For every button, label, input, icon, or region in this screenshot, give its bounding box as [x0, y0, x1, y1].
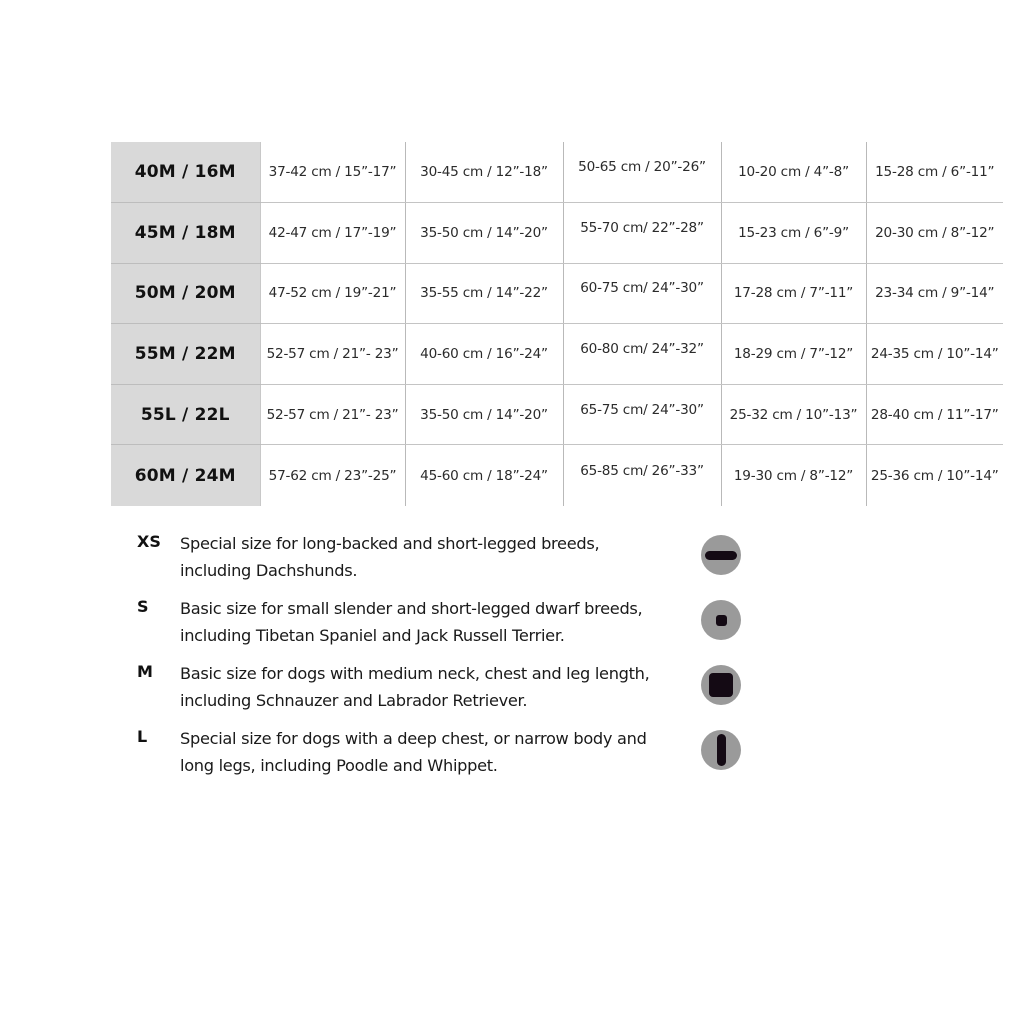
table-cell: 60-80 cm/ 24”-32” [563, 324, 721, 385]
table-cell: 40-60 cm / 16”-24” [405, 324, 563, 385]
table-cell: 37-42 cm / 15”-17” [260, 142, 405, 203]
legend-code: L [137, 727, 148, 746]
legend-line: Basic size for dogs with medium neck, chest and leg length, [180, 664, 650, 683]
square-icon [701, 665, 741, 705]
legend-item-xs [137, 530, 757, 595]
table-cell: 10-20 cm / 4”-8” [721, 142, 866, 203]
legend-line: Special size for long-backed and short-legged breeds, [180, 534, 600, 553]
legend-description [180, 725, 700, 779]
size-chart-table [111, 142, 1003, 506]
table-cell: 25-36 cm / 10”-14” [870, 467, 999, 484]
size-type-legend [137, 530, 757, 790]
table-cell: 35-55 cm / 14”-22” [405, 263, 563, 324]
table-cell: 17-28 cm / 7”-11” [721, 263, 866, 324]
horizontal-bar-icon [701, 535, 741, 575]
table-row [111, 203, 1003, 264]
table-cell: 19-30 cm / 8”-12” [721, 445, 866, 506]
legend-line: including Tibetan Spaniel and Jack Russell Terrier. [180, 626, 565, 645]
legend-line: long legs, including Poodle and Whippet. [180, 756, 498, 775]
legend-description [180, 595, 700, 649]
table-row [111, 324, 1003, 385]
small-square-icon [701, 600, 741, 640]
legend-description [180, 530, 700, 584]
table-cell: 28-40 cm / 11”-17” [866, 384, 1003, 445]
legend-line: including Dachshunds. [180, 561, 358, 580]
table-cell: 45-60 cm / 18”-24” [405, 445, 563, 506]
table-row [111, 263, 1003, 324]
table-cell: 52-57 cm / 21”- 23” [260, 324, 405, 385]
size-label: 60M / 24M [111, 445, 260, 506]
table-cell: 18-29 cm / 7”-12” [721, 324, 866, 385]
legend-description [180, 660, 700, 714]
legend-item-l [137, 725, 757, 790]
table-row [111, 445, 1003, 506]
table-cell: 15-28 cm / 6”-11” [866, 142, 1003, 203]
legend-code: XS [137, 532, 161, 551]
table-cell: 52-57 cm / 21”- 23” [260, 384, 405, 445]
table-cell: 47-52 cm / 19”-21” [260, 263, 405, 324]
size-label: 40M / 16M [111, 142, 260, 203]
legend-line: Special size for dogs with a deep chest, or narrow body and [180, 729, 647, 748]
legend-line: including Schnauzer and Labrador Retriever. [180, 691, 528, 710]
table-cell: 23-34 cm / 9”-14” [866, 263, 1003, 324]
table-cell: 65-75 cm/ 24”-30” [563, 384, 721, 445]
table-cell: 24-35 cm / 10”-14” [866, 324, 1003, 385]
size-label: 45M / 18M [111, 203, 260, 264]
table-cell: 20-30 cm / 8”-12” [866, 203, 1003, 264]
legend-code: S [137, 597, 149, 616]
table-cell: 35-50 cm / 14”-20” [405, 203, 563, 264]
table-cell: 42-47 cm / 17”-19” [260, 203, 405, 264]
table-cell: 15-23 cm / 6”-9” [721, 203, 866, 264]
table-cell: 25-32 cm / 10”-13” [721, 384, 866, 445]
legend-code: M [137, 662, 153, 681]
table-cell: 55-70 cm/ 22”-28” [563, 203, 721, 264]
legend-line: Basic size for small slender and short-legged dwarf breeds, [180, 599, 643, 618]
table-cell: 30-45 cm / 12”-18” [405, 142, 563, 203]
table-row [111, 142, 1003, 203]
table-cell: 57-62 cm / 23”-25” [260, 445, 405, 506]
table-cell: 65-85 cm/ 26”-33” [563, 445, 721, 506]
size-label: 55L / 22L [111, 384, 260, 445]
size-label: 55M / 22M [111, 324, 260, 385]
table-cell: 60-75 cm/ 24”-30” [563, 263, 721, 324]
table-cell: 35-50 cm / 14”-20” [405, 384, 563, 445]
table-row [111, 384, 1003, 445]
vertical-bar-icon [701, 730, 741, 770]
size-label: 50M / 20M [111, 263, 260, 324]
legend-item-m [137, 660, 757, 725]
table-cell: 50-65 cm / 20”-26” [563, 142, 721, 203]
legend-item-s [137, 595, 757, 660]
